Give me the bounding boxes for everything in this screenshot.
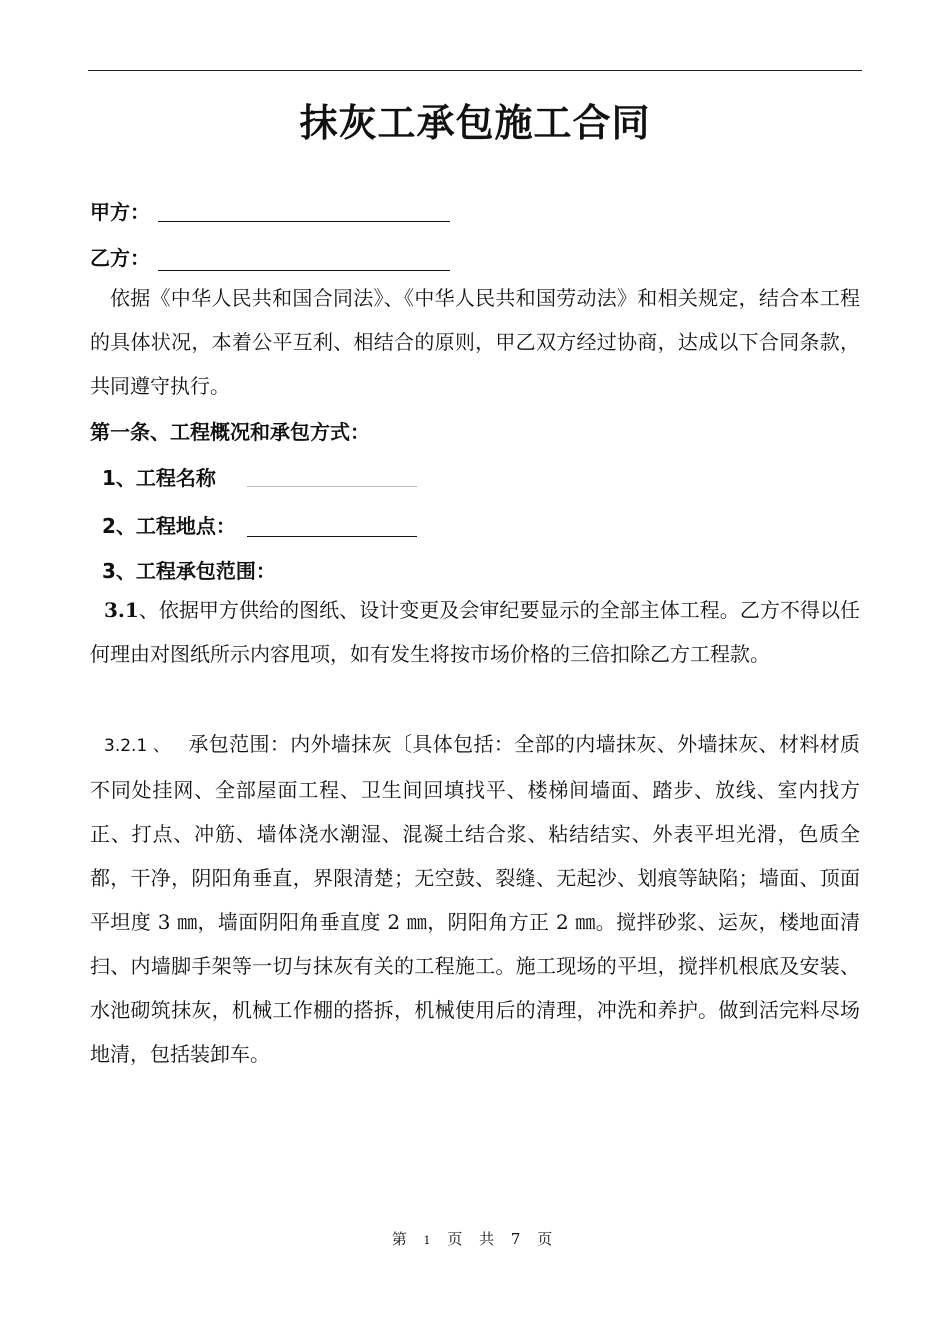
party-a-blank [158,221,450,222]
clause-3-2-1-number: 3.2.1 、 [104,736,171,756]
clause-3-1-text: 、依据甲方供给的图纸、设计变更及会审纪要显示的全部主体工程。乙方不得以任何理由对图纸所示内容甩项，如有发生将按市场价格的三倍扣除乙方工程款。 [90,598,860,666]
footer-suffix: 页 [537,1230,559,1248]
clause-3-1-number: 3.1 [104,598,139,622]
footer-middle: 页 共 [447,1230,501,1248]
item-project-location: 2、工程地点： [102,514,236,538]
party-b-label: 乙方： [90,246,150,270]
header-rule [88,70,862,71]
clause-3-2-1 [90,722,860,1076]
article-1-heading: 第一条、工程概况和承包方式： [90,420,370,444]
project-name-blank [247,486,417,487]
footer-total-pages: 7 [510,1230,527,1248]
party-b-blank [158,270,450,271]
party-a-label: 甲方： [90,200,150,224]
clause-3-1 [90,588,860,676]
footer-prefix: 第 [391,1230,413,1248]
item-contract-scope: 3、工程承包范围： [102,559,276,583]
document-title: 抹灰工承包施工合同 [299,101,651,145]
project-location-blank [247,536,417,537]
intro-paragraph: 依据《中华人民共和国合同法》、《中华人民共和国劳动法》和相关规定，结合本工程的具体状况，本着公平互利、相结合的原则，甲乙双方经过协商，达成以下合同条款，共同遵守执行。 [90,286,860,398]
clause-3-2-1-text: 承包范围：内外墙抹灰〔具体包括：全部的内墙抹灰、外墙抹灰、材料材质不同处挂网、全部屋面工程、卫生间回填找平、楼梯间墙面、踏步、放线、室内找方正、打点、冲筋、墙体浇水潮湿、混凝土结合浆、粘结结实、外表平坦光滑，色质全都，干净，阴阳角垂直，界限清楚；无空鼓、裂缝、无起沙、划痕等缺陷；墙面、顶面平坦度 3 ㎜，墙面阴阳角垂直度 2 ㎜，阴阳角方正 2 ㎜。搅拌砂浆、运灰，楼地面清扫、内墙脚手架等一切与抹灰有关的工程施工。施工现场的平坦，搅拌机根底及安装、水池砌筑抹灰，机械工作棚的搭拆，机械使用后的清理，冲洗和养护。做到活完料尽场地清，包括装卸车。 [90,732,860,1066]
footer-page-number: 1 [423,1234,437,1247]
item-project-name: 1、工程名称 [102,466,216,490]
page-footer [0,1228,950,1249]
